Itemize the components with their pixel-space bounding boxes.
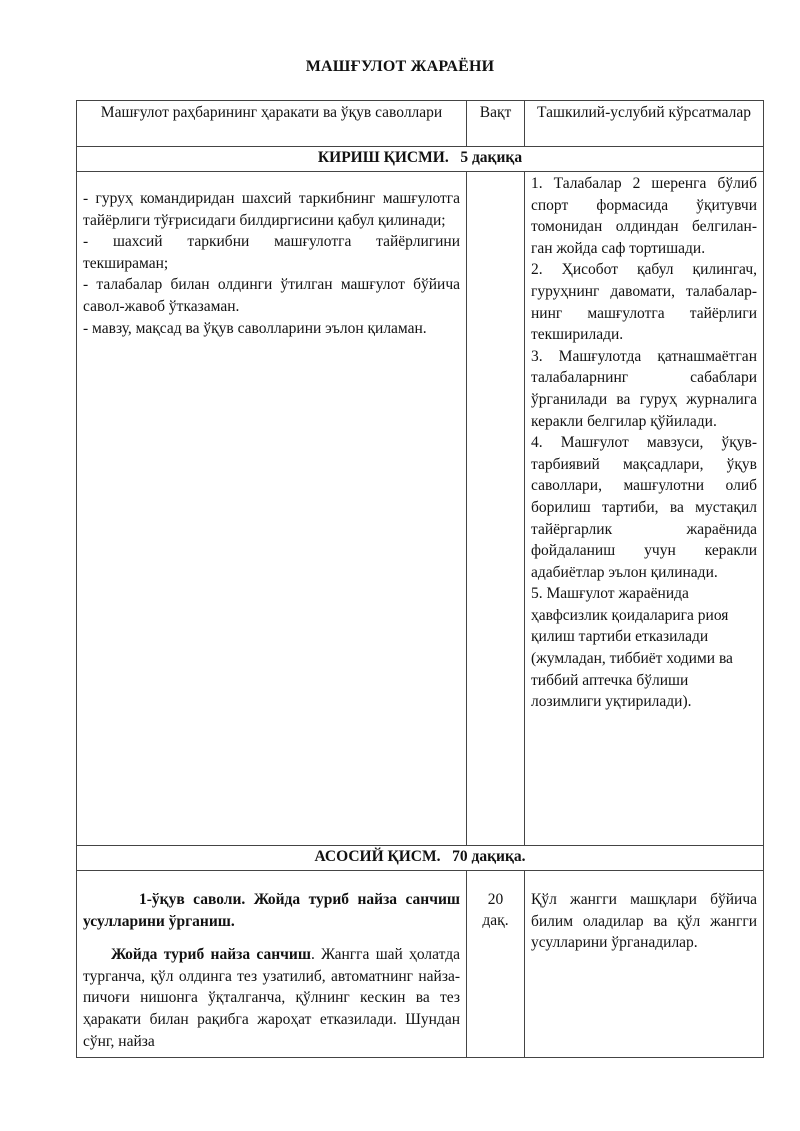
- list-item: - гуруҳ командиридан шахсий таркибнинг машғулотга тайёрлиги тўғрисидаги билдиргисини қабул қилинади;: [83, 190, 460, 229]
- page-title: МАШҒУЛОТ ЖАРАЁНИ: [305, 58, 495, 75]
- list-item: 1. Талабалар 2 шеренга бўлиб спорт формасида ўқитувчи томонидан олдиндан белгилан-ган жойда саф тортишади.: [531, 175, 757, 257]
- list-item: 3. Машғулотда қатнашмаётган талабаларнинг сабаблари ўрганилади ва гуруҳ журналига керакли белгилар қўйилади.: [531, 347, 757, 430]
- section-row-intro: [77, 147, 764, 172]
- table-row: [77, 172, 764, 846]
- table-header-row: [77, 101, 764, 147]
- list-item: 2. Ҳисобот қабул қилингач, гуруҳнинг давомати, талабалар-нинг машғулотга тайёрлиги текширилади.: [531, 261, 757, 344]
- table-row: [77, 871, 764, 1058]
- list-item: - мавзу, мақсад ва ўқув саволларини эълон қиламан.: [83, 319, 427, 337]
- intro-instructions-cell: [525, 172, 764, 846]
- header-actions: Машғулот раҳбарининг ҳаракати ва ўқув саволлари: [77, 101, 467, 147]
- intro-time-cell: [467, 172, 525, 846]
- paragraph-lead: Жойда туриб найза санчиш: [111, 946, 311, 964]
- lesson-table: [76, 100, 764, 1058]
- section-title-intro: КИРИШ ҚИСМИ. 5 дақиқа: [77, 147, 764, 172]
- list-item: 4. Машғулот мавзуси, ўқув-тарбиявий мақсадлари, ўқув саволлари, машғулотни олиб борилиш тартиби, ва мустақил тайёргарлик жараёнида фойдаланиш учун керакли адабиётлар эълон қилинади.: [531, 434, 757, 581]
- main-instructions-cell: Қўл жангги машқлари бўйича билим оладилар ва қўл жангги усулларини ўрганадилар.: [525, 871, 764, 1058]
- study-question: 1-ўқув саволи. Жойда туриб найза санчиш усулларини ўрганиш.: [83, 891, 460, 930]
- section-row-main: [77, 846, 764, 871]
- paragraph-text: . Жангга шай ҳолатда турганча, қўл олдинга тез узатилиб, автоматнинг найза-пичоғи нишонга ўқталганча, қўлнинг кескин ва тез ҳаракати билан рақибга жароҳат етказилади. Шундан сўнг, найза: [83, 946, 460, 1050]
- header-instructions: Ташкилий-услубий кўрсатмалар: [525, 101, 764, 147]
- main-time-cell: 20 дақ.: [467, 871, 525, 1058]
- intro-actions-cell: [77, 172, 467, 846]
- list-item: - шахсий таркибни машғулотга тайёрлигини текшираман;: [83, 233, 460, 272]
- body-paragraph: [83, 944, 460, 1052]
- header-time: Вақт: [467, 101, 525, 147]
- list-item: - талабалар билан олдинги ўтилган машғулот бўйича савол-жавоб ўтказаман.: [83, 276, 460, 315]
- list-item: 5. Машғулот жараёнида ҳавфсизлик қоидаларига риоя қилиш тартиби етказилади (жумладан, тиббиёт ходими ва тиббий аптечка бўлиши лозимлиги уқтирилади).: [531, 585, 733, 711]
- section-title-main: АСОСИЙ ҚИСМ. 70 дақиқа.: [77, 846, 764, 871]
- main-actions-cell: [77, 871, 467, 1058]
